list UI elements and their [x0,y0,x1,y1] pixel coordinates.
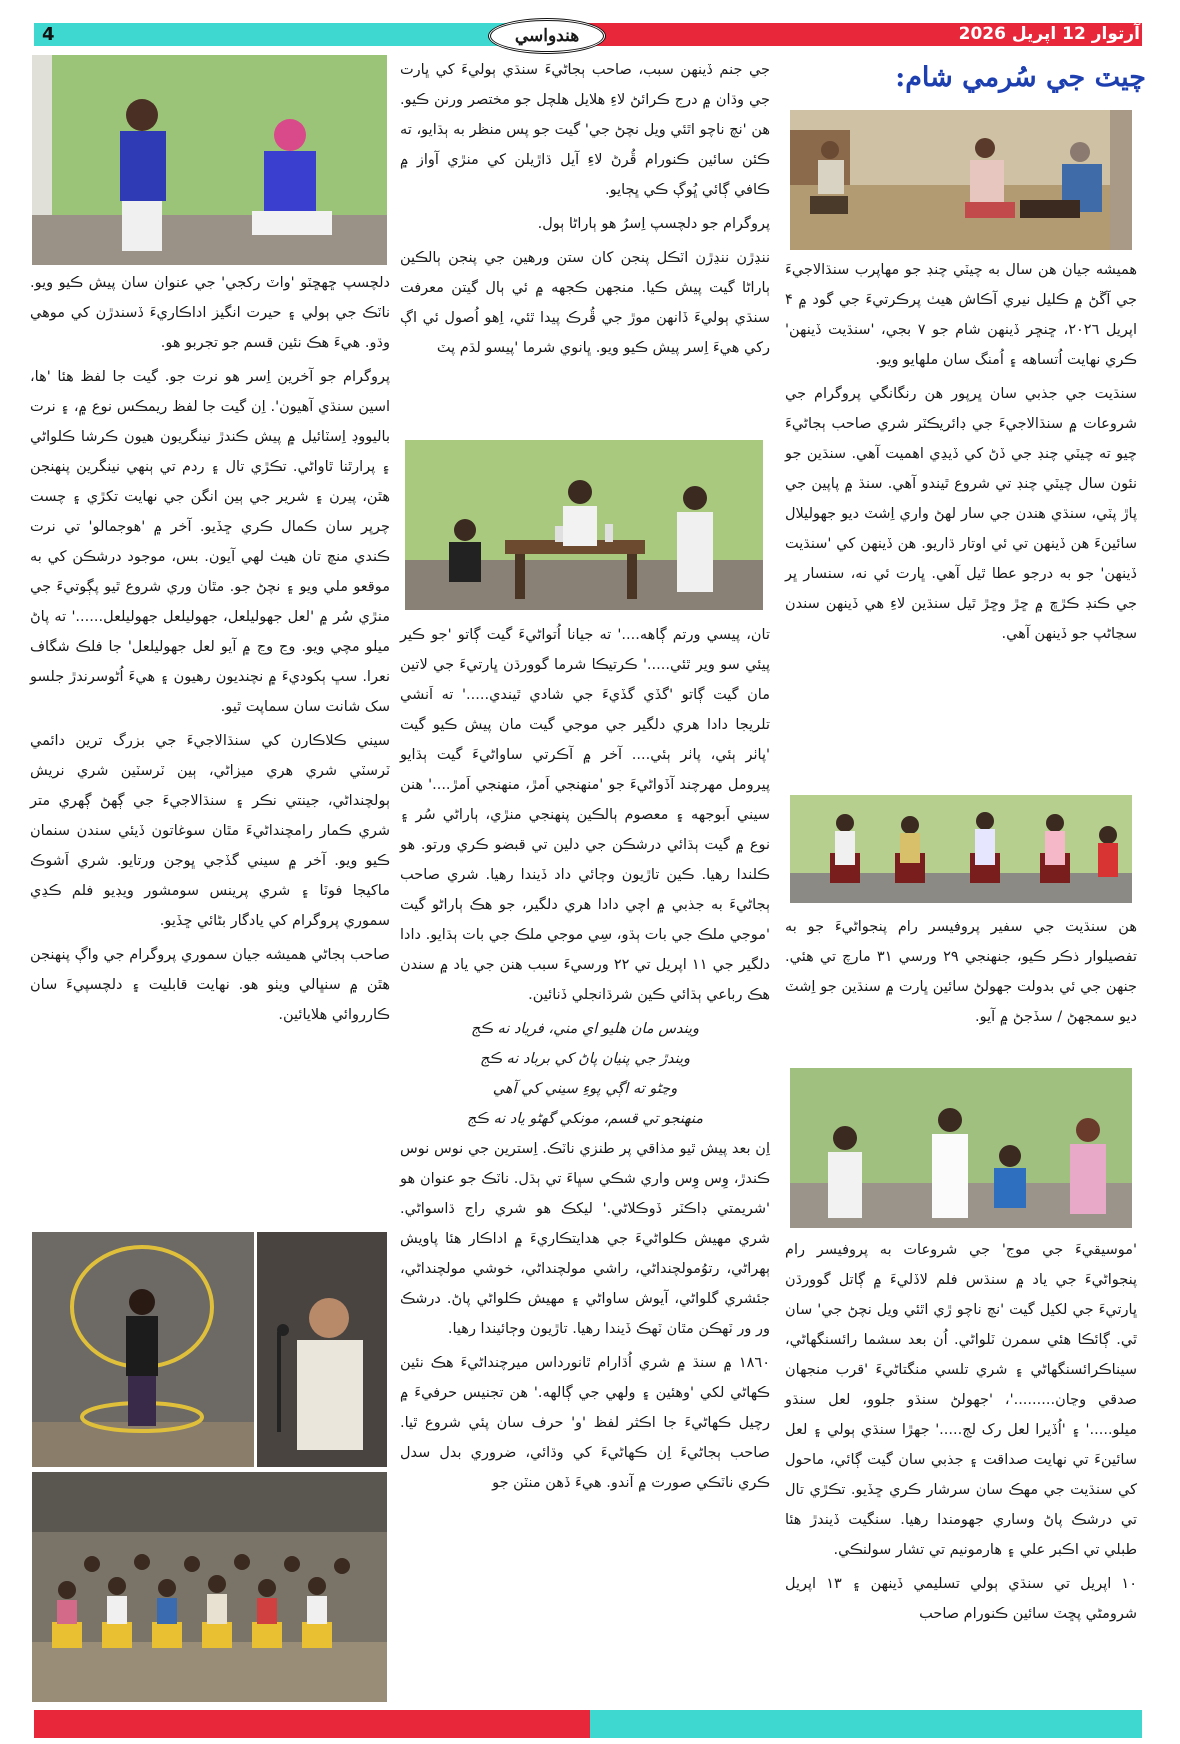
poem-line: ويندڙ جي پنيان پاڻ کي برباد نه ڪج [480,1051,690,1067]
comedy-image [32,55,387,265]
musicians-image [790,110,1132,250]
newspaper-logo: هندواسي [488,18,606,54]
photo-dance-performance [32,1232,254,1467]
dateline: آرتوار 12 اپريل 2026 [958,24,1140,44]
paragraph: جي جنم ڏينهن سبب، صاحب ٻجاڻيءَ سنڌي ٻوليءَ کي ڀارت جي وڌان ۾ درج ڪرائڻ لاءِ هلايل هلچل جو مختصر ورنن ڪيو. هن 'نچ ناچو اٿئي ويل نچڻ جي' گيت جو پس منظر به ٻڌايو، ته ڪئن سائين ڪنورام ڦُرڻ لاءِ آيل ڌاڙيلن کي منڙي آواز ۾ ڪافي ڳائي ڀُوڳ ڪي ڀڄايو. [400,62,770,198]
poem-rubai [400,1014,770,1134]
paragraph: 'موسيقيءَ جي موج' جي شروعات به پروفيسر رام پنجواڻيءَ جي ياد ۾ سنڌس فلم لاڏليءَ ۾ ڳاتل گوورڌن ڀارتيءَ جي لکيل گيت 'نچ ناچو ڙي اٿئي ويل نچڻ جي' سان ٿي. ڳائڪا هئي سمرن ٽلواڻي. اُن بعد سشما رائسنگهاڻي، سيناڪرائسنگهاڻي ۽ شري تلسي منگتاڻيءَ 'قرب منجهان صدقي وڃان.........'، 'جهولڻ سنڌو جلوو، لعل سنڌو ميلو.....' ۽ 'اُڏيرا لعل رک لڄ.....' جهڙا سنڌي ٻولي ۽ لعل سائينءَ تي نهايت صداقت ۽ جذبي سان گيت ڳائي، ماحول کي سنڌيت جي مهڪ سان سرشار ڪري ڇڏيو. تڪڙي تال تي درشڪ پاڻ وساري جهومندا رهيا. سنگيت ڏيندڙ هئا طبلي تي اڪبر علي ۽ هارمونيم تي تشار سولنڪي. [785,1242,1137,1558]
photo-comedy-skit [32,55,387,265]
paragraph: ۱۸٦٠ ۾ سنڌ ۾ شري اُڌارام ٿانورداس ميرچنداڻيءَ هڪ نئين ڪهاڻي لکي 'وهئين ۽ ولهي جي ڳالهه.' هن تجنيس حرفيءَ ۾ رچيل ڪهاڻيءَ جا اڪثر لفظ 'و' حرف سان پئي شروع ٿيا. صاحب ٻجاڻيءَ اِن ڪهاڻيءَ کي وڌائي، ضروري بدل سدل ڪري ناٽڪي صورت ۾ آندو. هيءَ ڏهن منٽن جو [400,1355,770,1491]
photo-drama-scene [405,440,763,610]
paragraph: اِن بعد پيش ٿيو مذاقي پر طنزي ناٽڪ. اِسترين جي نوس نوس ڪندڙ، وِس وِس واري شڪي سڀاءَ تي ٻڌل. ناٽڪ جو عنوان هو 'شريمتي ڊاڪٽر ڏوڪلاڻي.' ليکڪ هو شري راج ڌاسواڻي. شري مهيش ڪلواڻيءَ جي هدايتڪاريءَ ۾ اداڪار هئا پاويش ٻهراڻي، رتوُمولچنداڻي، راشي مولچنداڻي، خوشي مولچنداڻي، جئشري گلواڻي، آيوش ساواڻي ۽ مهيش ڪلواڻي پاڻ. درشڪ ور ور ٽهڪن مٿان ٽهڪ ڏيندا رهيا. تاڙيون وڄائيندا رهيا. [400,1141,770,1337]
header-bar-teal [34,23,539,46]
middle-column-bottom [400,620,770,1502]
audience-image [32,1472,387,1702]
photo-music-performance [790,110,1132,250]
middle-column-top [400,55,770,367]
poem-line: وڃڻو ته اڳي پوءِ سيني کي آهي [492,1081,678,1097]
paragraph: هن سنڌيت جي سفير پروفيسر رام پنجواڻيءَ جو به تفصيلوار ذڪر ڪيو، جنهنجي ۲۹ ورسي ۳۱ مارچ تي هئي. جنهن جي ئي بدولت جهولڻ سائين ڀارت ۾ سنڌين جو اِشٽ ديو سمجهڻ / سڏجڻ ۾ آيو. [785,919,1138,1025]
singers-image [790,1068,1132,1228]
paragraph: پروگرام جو دلچسپ اِسرُ هو ٻاراڻا ٻول. [537,216,770,232]
drama-image [405,440,763,610]
photo-children-on-stage [790,795,1132,903]
paragraph: دلچسپ ڇهڇٽو 'واٽ رکجي' جي عنوان سان پيش ڪيو ويو. ناٽڪ جي ٻولي ۽ حيرت انگيز اداڪاريءَ ڏسندڙن کي موهي وڌو. هيءَ هڪ نئين قسم جو تجربو هو. [30,275,390,351]
speaker-image [257,1232,387,1467]
poem-line: منهنجو تي قسم، مونکي گهڻو ياد نه ڪج [466,1111,704,1127]
right-column-top [785,255,1137,653]
photo-audience [32,1472,387,1702]
children-image [790,795,1132,903]
paragraph: تان، پيسي ورتم ڳاهه....' ته جيانا اُتواڻيءَ گيت ڳاتو 'جو ڪير پيئي سو وير ٿئي.....' ڪرتيڪا شرما گوورڌن ڀارتيءَ جي لاتين مان گيت ڳاتو 'گڏي گڏيءَ جي شادي ٿيندي.....' ته اَنشي تلريجا دادا هري دلگير جي موجي گيت مان پيش ڪيو گيت 'پاٺر ٻئي، پاٺر ٻئي.... آخر ۾ آڪرتي ساواڻيءَ گيت ٻڌايو پيرومل مهرچند آڏواڻيءَ جو 'منهنجي اَمڙ، منهنجي اَمڙ....' هنن سيني اَبوجهه ۽ معصوم ٻالڪين پنهنجي منڙي، ٻاراڻي سُر ۽ نوع ۾ گيت ٻڌائي درشڪن جي دلين تي قبضو ڪري ورتو. هو ڪلندا رهيا. ڪين تاڙيون وڄائي داد ڏيندا رهيا. شري صاحب ٻجاڻيءَ به جذبي ۾ اچي دادا هري دلگير، جو هڪ ٻاراڻو گيت 'موجي ملڪ جي بات ٻڌو، سِي موجي ملڪ جي بات ٻڌايو. دادا دلگير جي ۱۱ اپريل تي ۲۲ ورسيءَ سبب هنن جي ياد ۾ سندن هڪ رباعي ٻڌائي ڪين شرڌانجلي ڏنائين. [400,627,771,1003]
page-number: 4 [42,24,55,45]
paragraph: ننڍڙن ننڍڙن اٽڪل پنجن کان ستن ورهين جي پنجن ٻالڪين ٻاراڻا گيت پيش ڪيا. منجهن ڪجهه ۾ ئي ٻال گيتن معرفت سنڌي ٻوليءَ ڏانهن موڙ جي ڦُرڪ پيدا ٿئي، اِهو اُصول ئي اڳ رکي هيءَ اِسر پيش ڪيو ويو. ڀانوي شرما 'پيسو لڌم پٽ [400,250,770,356]
poem-line: ويندس مان هليو اي مني، فرياد نه ڪج [470,1021,700,1037]
footer-bar-red [34,1710,590,1738]
dance-image [32,1232,254,1467]
paragraph: سيني ڪلاڪارن کي سنڌالاجيءَ جي بزرگ ترين دائمي ٽرسٽي شري هري ميزاڻي، ٻين ٽرسٽين شري نريش ٻولچنداڻي، جينتي نڪر ۽ سنڌالاجيءَ جي ڳهڻ ڳهري متر شري ڪمار رامچنداڻيءَ مٿان سوغاتون ڏيئي سندن سنمان ڪيو ويو. آخر ۾ سيني گڏجي ڀوجن ورتايو. شري اَشوڪ ماکيجا فوٽا ۽ شري پرينس سومشور ويڊيو فلم ڪڍي سموري پروگرام کي يادگار بڻائي ڇڏيو. [30,733,390,929]
right-column-bottom [785,1235,1137,1633]
photo-singers-with-child [790,1068,1132,1228]
paragraph: هميشه جيان هن سال به چيٽي چنڊ جو مهاپرب سنڌالاجيءَ جي آڱڻ ۾ ڪليل نيري آڪاش هيٺ پرڪرتيءَ جي گود ۾ ۴ اپريل ٢٠٢٦، ڇنڇر ڏينهن شام جو ۷ بجي، 'سنڌيت ڏينهن' ڪري نهايت اُتساهه ۽ اُمنگ سان ملهايو ويو. [785,262,1137,368]
paragraph: ۱۰ اپريل تي سنڌي ٻولي تسليمي ڏينهن ۽ ۱۳ اپريل شرومڻي پڇٽ سائين ڪنورام صاحب [785,1576,1137,1622]
left-column-text [30,268,390,1034]
paragraph: سنڌيت جي جذبي سان ڀرپور هن رنگانگي پروگرام جي شروعات ۾ سنڌالاجيءَ جي ڊائريڪٽر شري صاحب ٻجاڻيءَ چيو ته چيٽي چنڊ جي ڏڻ کي ڏيڍي اهميت آهي. سنڌين جو نئون سال چيٽي چنڊ تي شروع ٿيندو آهي. سنڌ ۾ پاپين جي پاڙ پٽي، سنڌي هندن جي سار لهڻ واري اِشٽ ديو جهوليلال سائينءَ هن ڏينهن تي ئي اوتار ڌاريو. هن ڏينهن کي 'سنڌيت ڏينهن' جو به درجو عطا ٿيل آهي. ڀارت ئي نه، سنسار ڀر جي ڪنڊ ڪڙڇ ۾ ڇڙ وڇڙ ٿيل سنڌين لاءِ هي ڏينهن سندن سڃاڻپ جو ڏينهن آهي. [785,386,1137,642]
paragraph: پروگرام جو آخرين اِسر هو نرت جو. گيت جا لفظ هئا 'ها، اسين سنڌي آهيون'. اِن گيت جا لفظ ريمڪس نوع ۾، ۽ نرت باليووڊ اِسٽائيل ۾ پيش ڪندڙ نينگريون هيون ڪرشا ڪلواڻي ۽ پرارٿنا ٿاواڻي. تڪڙي تال ۽ ردم تي ٻنهي نينگرين پنهنجن هٿن، پيرن ۽ شرير جي ٻين انگن جي نهايت تکڙي ۽ چست چرپر سان ڪمال ڪري ڇڏيو. آخر ۾ 'هوجمالو' تي نرت ڪندي منچ تان هيٺ لهي آيون. بس، موجود درشڪن کي به موقعو ملي ويو ۽ نچڻ جو. مٿان وري شروع ٿيو پڳوتيءَ جي منڙي سُر ۾ 'لعل جهوليلعل، جهوليلعل جهوليلعل......' ته پاڻ ميلو مچي ويو. وڃ وڃ ۾ آيو لعل جهوليلعل' جا فلڪ شگاف نعرا. سڀ ٻکوديءَ ۾ نچنديون رهيون ۽ هيءَ اُڻوسرندڙ جلسو سک شانت سان سماپت ٿيو. [30,369,390,715]
paragraph: صاحب ٻجاڻي هميشه جيان سموري پروگرام جي واڳ پنهنجن هٿن ۾ سنڀالي ويٺو هو. نهايت قابليت ۽ دلچسپيءَ سان ڪارروائي هلايائين. [30,947,390,1023]
right-column-middle [785,912,1137,1036]
footer-bar-teal [590,1710,1142,1738]
photo-elder-speaker [257,1232,387,1467]
article-headline: چيٽ جي سُرمي شام: [895,62,1146,93]
